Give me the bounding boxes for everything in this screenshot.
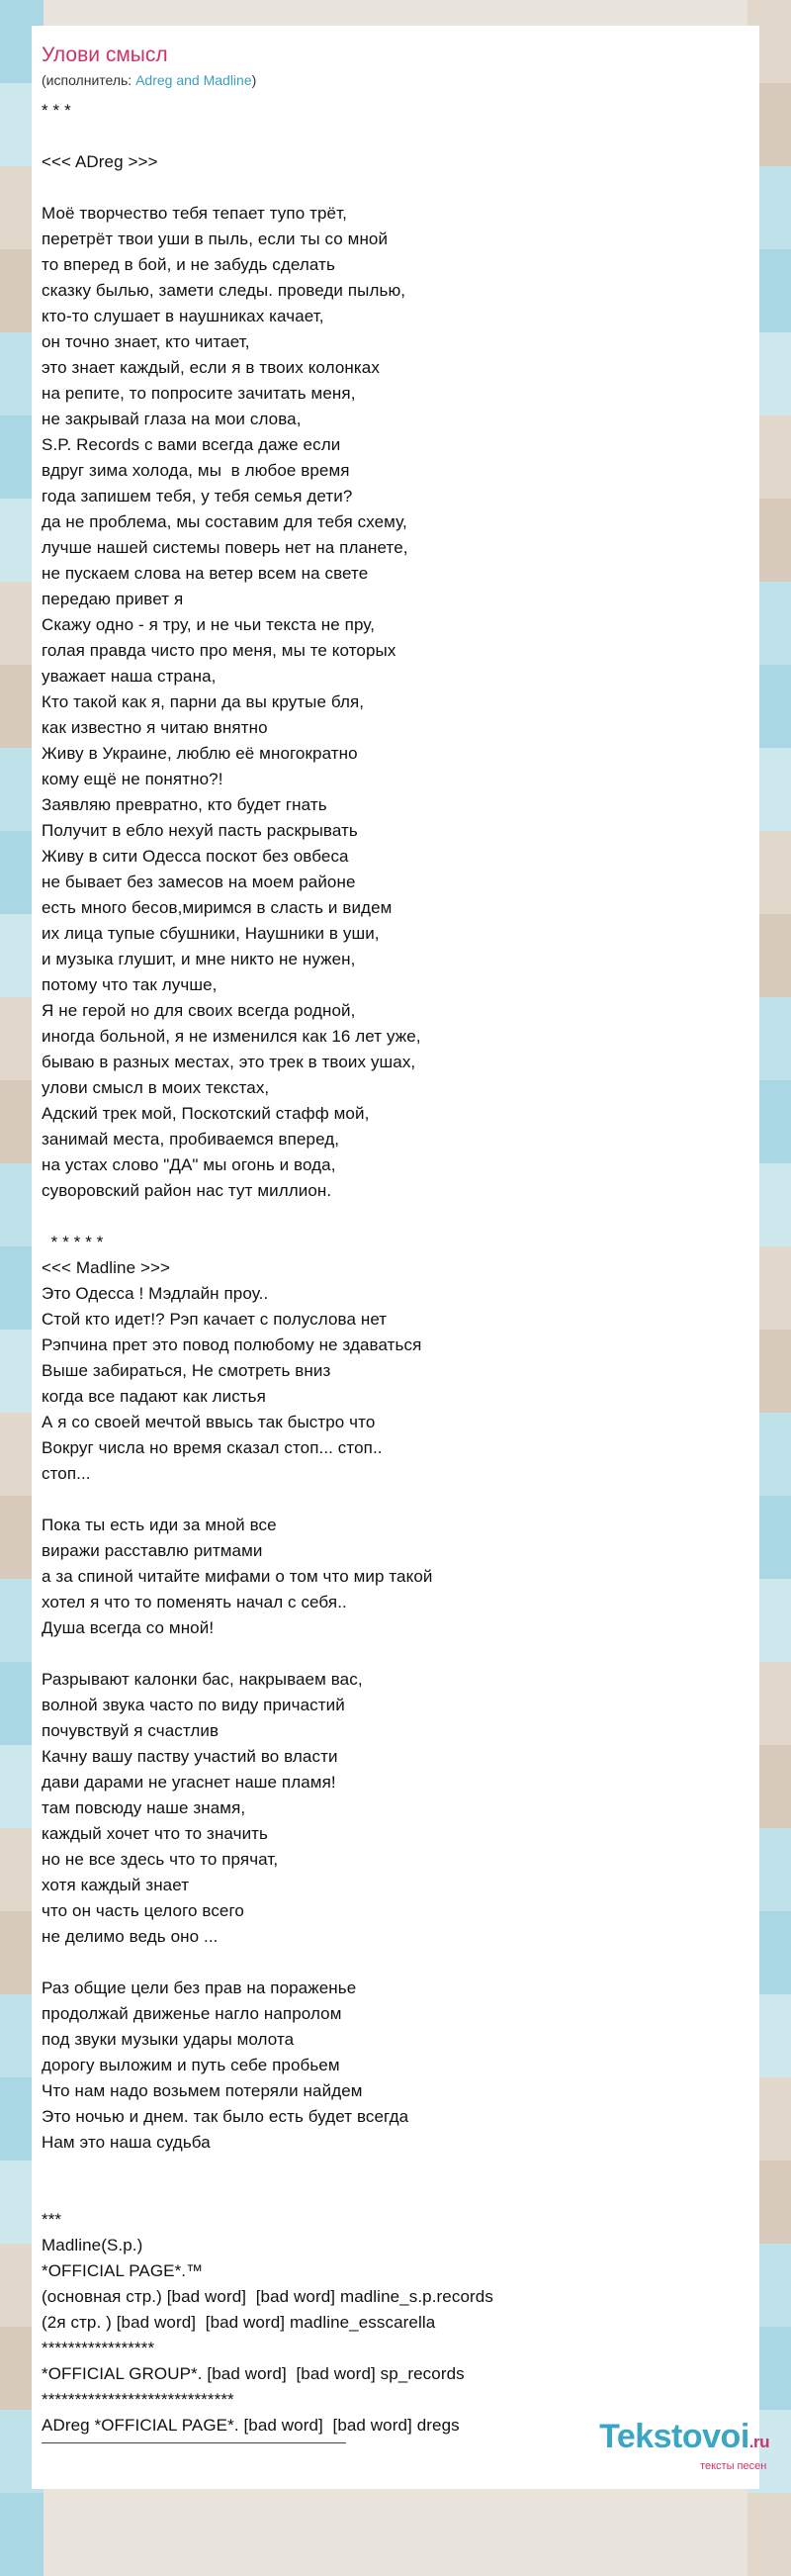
- stripe-block: [0, 2493, 44, 2576]
- subtitle-suffix: ): [251, 72, 257, 88]
- stripe-block: [747, 2493, 791, 2576]
- site-logo[interactable]: [599, 2419, 769, 2472]
- lyrics-text: * * * <<< ADreg >>> Моё творчество тебя тепает тупо трёт, перетрёт твои уши в пыль, если ты со мной то вперед в бой, и не забудь сделать сказку былью, замети следы. проведи пылью, кто-то слушает в наушниках качает, он точно знает, кто читает, это знает каждый, если я в твоих колонках на репите, то попросите зачитать меня, не закрывай глаза на мои слова, S.P. Records с вами всегда даже если вдруг зима холода, мы в любое время года запишем тебя, у тебя семья дети? да не проблема, мы составим для тебя схему, лучше нашей системы поверь нет на планете, не пускаем слова на ветер всем на свете передаю привет я Скажу одно - я тру, и не чьи текста не пру, голая правда чисто про меня, мы те которых уважает наша страна, Кто такой как я, парни да вы крутые бля, как известно я читаю внятно Живу в Украине, люблю её многократно кому ещё не понятно?! Заявляю превратно, кто будет гнать Получит в ебло нехуй пасть раскрывать Живу в сити Одесса поскот без овбеса не бывает без замесов на моем районе есть много бесов,миримся в сласть и видем их лица тупые сбушники, Наушники в уши, и музыка глушит, и мне никто не нужен, потому что так лучше, Я не герой но для своих всегда родной, иногда больной, я не изменился как 16 лет уже, бываю в разных местах, это трек в твоих ушах, улови смысл в моих текстах, Адский трек мой, Поскотский стафф мой, занимай места, пробиваемся вперед, на устах слово "ДА" мы огонь и вода, суворовский район нас тут миллион. * * * * * <<< Madline >>> Это Одесса ! Мэдлайн проу.. Стой кто идет!? Рэп качает с полуслова нет Рэпчина прет это повод полюбому не здаваться Выше забираться, Не смотреть вниз когда все падают как листья А я со своей мечтой ввысь так быстро что Вокруг числа но время сказал стоп... стоп.. стоп... Пока ты есть иди за мной все виражи расставлю ритмами а за спиной читайте мифами о том что мир такой хотел я что то поменять начал с себя.. Душа всегда со мной! Разрывают калонки бас, накрываем вас, волной звука часто по виду причастий почувствуй я счастлив Качну вашу паству участий во власти дави дарами не угаснет наше пламя! там повсюду наше знамя, каждый хочет что то значить но не все здесь что то прячат, хотя каждый знает что он часть целого всего не делимо ведь оно ... Раз общие цели без прав на пораженье продолжай движенье нагло напролом под звуки музыки удары молота дорогу выложим и путь себе пробьем Что нам надо возьмем потеряли найдем Это ночью и днем. так было есть будет всегда Нам это наша судьба *** Madline(S.p.) *OFFICIAL PAGE*.™ (основная стр.) [bad word] [bad word] madline_s.p.records (2я стр. ) [bad word] [bad word] madline_esscarella ***************** *OFFICIAL GROUP*. [bad word] [bad word] sp_records ***************************** ADreg *OFFICIAL PAGE*. [bad word] [bad word] dregs: [42, 101, 493, 2435]
- subtitle-prefix: (исполнитель:: [42, 72, 136, 88]
- footer-separator: [42, 2442, 346, 2443]
- song-title: Улови смысл: [42, 44, 168, 66]
- logo-brand: [599, 2419, 769, 2460]
- logo-tagline: тексты песен: [700, 2460, 767, 2472]
- song-subtitle: [42, 71, 749, 89]
- logo-brand-main: Tekstovoi: [599, 2418, 749, 2455]
- song-card: [32, 26, 759, 2489]
- logo-brand-tld: .ru: [748, 2433, 769, 2451]
- artist-link[interactable]: Adreg and Madline: [135, 72, 252, 88]
